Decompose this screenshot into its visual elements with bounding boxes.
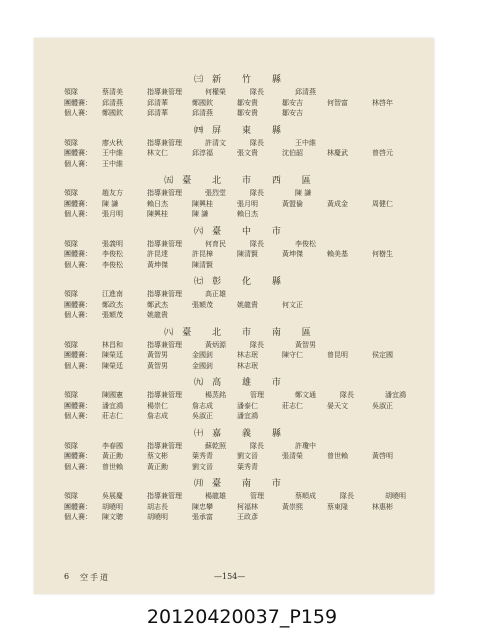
row-cell: 沈伯韶 [282, 149, 303, 157]
row-cell: 張烈堂 [205, 189, 226, 197]
roster-content [64, 74, 420, 529]
row-cell: 潘宜鴻 [237, 412, 258, 420]
row-cell: 鄭武杰 [147, 300, 168, 309]
row-cell: 邱清華 [147, 109, 168, 117]
roster-row [64, 108, 420, 119]
row-label: 個人賽： [64, 513, 92, 521]
row-cell: 隊長 [340, 391, 354, 399]
row-label: 個人賽： [64, 361, 92, 370]
row-cell: 王中維 [102, 149, 123, 157]
roster-row [64, 390, 420, 401]
row-cell: 林惠彬 [372, 502, 393, 511]
roster-row [64, 411, 420, 422]
row-cell: 林啓年 [372, 98, 393, 107]
row-cell: 王中維 [102, 159, 123, 168]
row-cell: 黃崇熙 [282, 502, 303, 511]
row-cell: 蘇乾照 [205, 441, 226, 450]
row-cell: 姚龍貴 [237, 300, 258, 309]
row-cell: 侯定國 [372, 351, 393, 359]
row-cell: 陳清賢 [192, 260, 213, 269]
row-cell: 指導兼管理 [147, 391, 182, 399]
roster-row [64, 300, 420, 311]
team-heading: ㈨高 雄 市 [194, 378, 290, 388]
row-cell: 許昆達 [147, 250, 168, 258]
row-cell: 黃成金 [327, 199, 348, 208]
row-label: 團體賽： [64, 149, 92, 157]
row-cell: 張承富 [192, 513, 213, 521]
roster-row [64, 350, 420, 361]
row-cell: 邱清燕 [295, 88, 316, 96]
row-cell: 張文貴 [237, 149, 258, 157]
roster-row [64, 361, 420, 372]
row-cell: 隊長 [250, 88, 264, 96]
row-cell: 陳守仁 [282, 351, 303, 359]
row-cell: 黃正勳 [147, 462, 168, 471]
row-label: 個人賽： [64, 210, 92, 218]
roster-row [64, 512, 420, 523]
row-cell: 指導兼管理 [147, 239, 182, 248]
row-cell: 晏天文 [327, 401, 348, 410]
row-cell: 張義明 [102, 239, 123, 248]
row-cell: 楊蒸銘 [205, 391, 226, 399]
row-cell: 曾世賴 [102, 462, 123, 471]
footer-title: 空手道 [80, 573, 110, 582]
row-label: 領隊 [64, 492, 78, 500]
row-cell: 李俊松 [102, 260, 123, 269]
row-label: 個人賽： [64, 159, 92, 168]
row-cell: 姚龍貴 [147, 311, 168, 319]
team-section [64, 327, 420, 372]
team-section [64, 276, 420, 321]
row-cell: 高正雄 [205, 290, 226, 298]
row-label: 個人賽： [64, 260, 92, 269]
roster-row [64, 138, 420, 149]
row-cell: 管理 [250, 391, 264, 399]
row-cell: 陳國憲 [102, 391, 123, 399]
row-cell: 張清榮 [282, 452, 303, 460]
row-cell: 陳 謙 [102, 199, 119, 208]
row-cell: 何智富 [327, 98, 348, 107]
row-cell: 黃啓明 [372, 452, 393, 460]
row-label: 領隊 [64, 340, 78, 349]
row-cell: 黃智男 [295, 340, 316, 349]
roster-row [64, 98, 420, 109]
row-cell: 葉秀青 [237, 462, 258, 471]
row-label: 團體賽： [64, 199, 92, 208]
row-cell: 賴日杰 [147, 199, 168, 208]
row-cell: 何權榮 [205, 88, 226, 96]
row-label: 團體賽： [64, 401, 92, 410]
row-cell: 胡曉明 [147, 513, 168, 521]
row-cell: 張額茂 [102, 311, 123, 319]
row-cell: 許昆樟 [192, 250, 213, 258]
row-cell: 江進南 [102, 290, 123, 298]
row-cell: 楊崇仁 [147, 401, 168, 410]
row-cell: 詹志成 [192, 401, 213, 410]
row-cell: 曾啓元 [372, 149, 393, 157]
row-label: 團體賽： [64, 452, 92, 460]
row-cell: 蔡順成 [295, 492, 316, 500]
row-cell: 陳 謙 [192, 210, 209, 218]
row-label: 團體賽： [64, 351, 92, 359]
team-section [64, 226, 420, 271]
row-label: 個人賽： [64, 311, 92, 319]
row-cell: 張月明 [237, 199, 258, 208]
row-cell: 許清文 [205, 138, 226, 147]
row-cell: 廖火秋 [102, 138, 123, 147]
row-cell: 指導兼管理 [147, 492, 182, 500]
row-label: 領隊 [64, 189, 78, 197]
image-caption: 20120420037_P159 [146, 606, 338, 628]
row-cell: 邱淳福 [192, 149, 213, 157]
team-section [64, 74, 420, 119]
roster-row [64, 260, 420, 271]
row-cell: 黃智男 [147, 351, 168, 359]
row-cell: 柯福林 [237, 502, 258, 511]
row-cell: 莊志仁 [102, 412, 123, 420]
team-section [64, 175, 420, 220]
row-label: 團體賽： [64, 300, 92, 309]
row-cell: 曾昆明 [327, 351, 348, 359]
row-cell: 賴美基 [327, 250, 348, 258]
row-cell: 邱清燕 [192, 109, 213, 117]
row-cell: 曾世賴 [327, 452, 348, 460]
row-label: 團體賽： [64, 502, 92, 511]
row-cell: 劉文晉 [192, 462, 213, 471]
team-section [64, 377, 420, 422]
team-heading: ㈤臺 北 市 西 區 [164, 176, 320, 186]
row-cell: 陳清賢 [237, 250, 258, 258]
row-cell: 李俊松 [102, 250, 123, 258]
row-cell: 許瓊中 [295, 441, 316, 450]
row-label: 領隊 [64, 290, 78, 298]
roster-row [64, 199, 420, 210]
row-cell: 李俊松 [295, 239, 316, 248]
roster-row [64, 502, 420, 513]
row-cell: 陳榮廷 [102, 351, 123, 359]
page-footer [64, 572, 420, 584]
row-cell: 趙友方 [102, 189, 123, 197]
roster-row [64, 148, 420, 159]
row-cell: 胡志長 [147, 502, 168, 511]
row-cell: 金國釗 [192, 361, 213, 370]
roster-row [64, 209, 420, 220]
row-cell: 林文仁 [147, 149, 168, 157]
team-section [64, 428, 420, 473]
row-label: 團體賽： [64, 98, 92, 107]
roster-row [64, 239, 420, 250]
row-cell: 指導兼管理 [147, 290, 182, 298]
roster-row [64, 188, 420, 199]
row-cell: 黃盟倫 [282, 199, 303, 208]
roster-row [64, 310, 420, 321]
roster-row [64, 462, 420, 473]
row-label: 個人賽： [64, 109, 92, 117]
row-cell: 指導兼管理 [147, 189, 182, 197]
team-section [64, 478, 420, 523]
row-cell: 何文正 [282, 300, 303, 309]
row-cell: 林志珉 [237, 361, 258, 370]
row-cell: 隊長 [250, 340, 264, 349]
row-cell: 林昌和 [102, 340, 123, 349]
team-heading: ㈩嘉 義 縣 [194, 428, 290, 439]
roster-row [64, 159, 420, 170]
row-cell: 邱清華 [147, 98, 168, 107]
row-cell: 黃坤傑 [282, 250, 303, 258]
row-cell: 陳文聰 [102, 513, 123, 521]
row-cell: 楊龍雄 [205, 492, 226, 500]
row-cell: 周健仁 [372, 199, 393, 208]
scanned-page [34, 38, 434, 594]
roster-row [64, 340, 420, 351]
row-label: 領隊 [64, 239, 78, 248]
row-cell: 隊長 [250, 138, 264, 147]
row-cell: 蔡清美 [102, 88, 123, 96]
row-cell: 指導兼管理 [147, 340, 182, 349]
roster-row [64, 249, 420, 260]
row-cell: 黃炳源 [205, 340, 226, 349]
roster-row [64, 401, 420, 412]
row-cell: 林慶武 [327, 149, 348, 157]
row-cell: 劉文晉 [237, 452, 258, 460]
row-cell: 吳淑正 [192, 412, 213, 420]
row-cell: 管理 [250, 492, 264, 500]
row-cell: 林志珉 [237, 351, 258, 359]
row-cell: 潘泰仁 [237, 401, 258, 410]
team-heading: ㈪臺 南 市 [194, 479, 290, 489]
row-cell: 指導兼管理 [147, 441, 182, 450]
row-cell: 潘宜鴻 [102, 401, 123, 410]
roster-row [64, 491, 420, 502]
row-cell: 鄒安吉 [282, 98, 303, 107]
row-cell: 張月明 [102, 210, 123, 218]
row-cell: 隊長 [250, 189, 264, 197]
row-cell: 潘宜鴻 [385, 391, 406, 399]
row-label: 領隊 [64, 441, 78, 450]
row-cell: 李春國 [102, 441, 123, 450]
row-cell: 何育民 [205, 239, 226, 248]
row-cell: 邱清燕 [102, 98, 123, 107]
row-cell: 陳忠攀 [192, 502, 213, 511]
team-section [64, 125, 420, 170]
row-cell: 陳榮廷 [102, 361, 123, 370]
row-cell: 陳興桂 [192, 199, 213, 208]
roster-row [64, 451, 420, 462]
row-cell: 詹志成 [147, 412, 168, 420]
team-heading: ㈦彰 化 縣 [194, 277, 290, 287]
row-cell: 胡曉明 [385, 492, 406, 500]
row-cell: 黃坤傑 [147, 260, 168, 269]
row-cell: 王中維 [295, 138, 316, 147]
row-cell: 吳展慶 [102, 492, 123, 500]
row-cell: 隊長 [340, 492, 354, 500]
row-cell: 蔡東隆 [327, 502, 348, 511]
footer-page-number: 6 [64, 572, 70, 581]
row-cell: 王政彥 [237, 513, 258, 521]
row-cell: 指導兼管理 [147, 138, 182, 147]
row-label: 團體賽： [64, 250, 92, 258]
row-cell: 黃智男 [147, 361, 168, 370]
row-cell: 何樹生 [372, 250, 393, 258]
row-cell: 陳興桂 [147, 210, 168, 218]
row-cell: 指導兼管理 [147, 88, 182, 96]
row-cell: 金國釗 [192, 351, 213, 359]
row-label: 領隊 [64, 88, 78, 96]
row-cell: 鄒安貴 [237, 98, 258, 107]
row-cell: 鄭文通 [295, 391, 316, 399]
row-cell: 莊志仁 [282, 401, 303, 410]
row-cell: 鄒安貴 [237, 109, 258, 117]
row-label: 領隊 [64, 138, 78, 147]
row-cell: 鄭政杰 [102, 300, 123, 309]
row-cell: 鄒安吉 [282, 109, 303, 117]
team-heading: ㈣屏 東 縣 [194, 125, 290, 136]
row-cell: 黃正勳 [102, 452, 123, 460]
row-cell: 胡曉明 [102, 502, 123, 511]
row-cell: 陳 謙 [295, 189, 312, 197]
row-cell: 葉秀青 [192, 452, 213, 460]
row-cell: 隊長 [250, 239, 264, 248]
roster-row [64, 441, 420, 452]
row-label: 領隊 [64, 391, 78, 399]
team-heading: ㈢新 竹 縣 [194, 75, 290, 85]
row-cell: 吳淑正 [372, 401, 393, 410]
footer-center-page: —154— [214, 572, 246, 581]
roster-row [64, 289, 420, 300]
row-cell: 隊長 [250, 441, 264, 450]
row-cell: 鄭國欽 [192, 98, 213, 107]
row-cell: 張額茂 [192, 300, 213, 309]
row-label: 個人賽： [64, 462, 92, 471]
row-label: 個人賽： [64, 412, 92, 420]
team-heading: ㈥臺 中 市 [194, 226, 290, 237]
row-cell: 鄭國欽 [102, 109, 123, 117]
team-heading: ㈧臺 北 市 南 區 [164, 327, 320, 338]
row-cell: 賴日杰 [237, 210, 258, 218]
row-cell: 蔡文彬 [147, 452, 168, 460]
roster-row [64, 87, 420, 98]
